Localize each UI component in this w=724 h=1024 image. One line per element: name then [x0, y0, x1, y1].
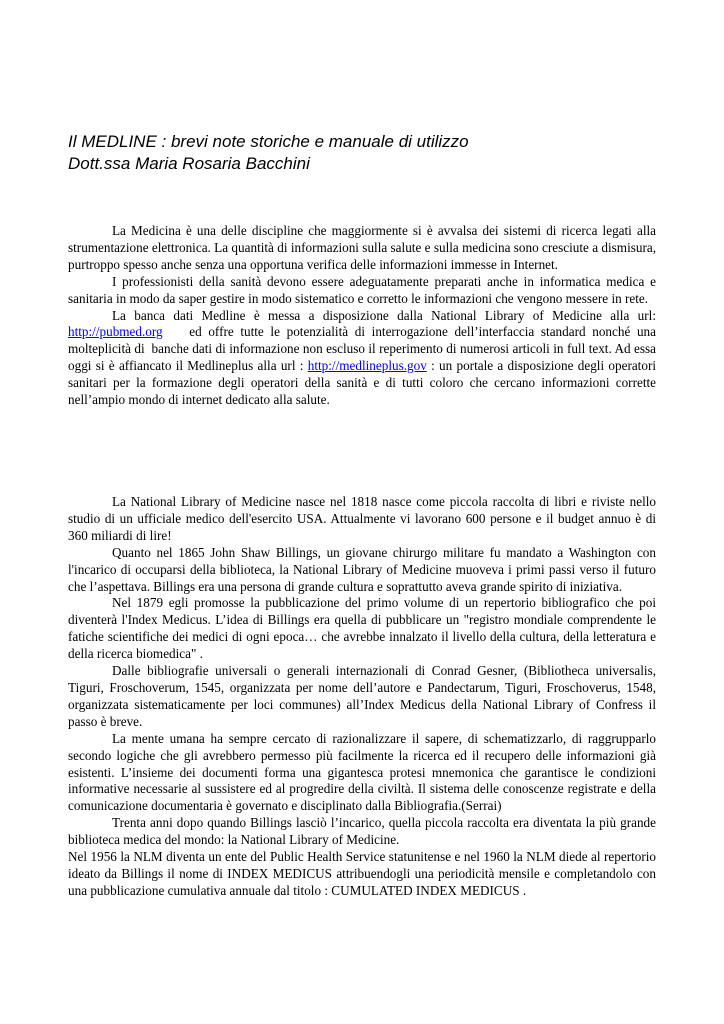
- paragraph: La mente umana ha sempre cercato di razionalizzare il sapere, di schematizzarlo, di raggrupparlo secondo logiche che gli avrebbero permesso più facilmente la ricerca ed il recupero delle informazioni già esistenti. L’insieme dei documenti forma una gigantesca protesi mnemonica che garantisce le condizioni informative necessarie al sussistere ed al progredire della civiltà. Il sistema delle conoscenze registrate e della comunicazione documentaria è governato e disciplinato dalla Bibliografia.(Serrai): [68, 730, 656, 814]
- author-line: Dott.ssa Maria Rosaria Bacchini: [68, 154, 310, 173]
- pubmed-link[interactable]: http://pubmed.org: [68, 324, 163, 340]
- paragraph: Nel 1956 la NLM diventa un ente del Public Health Service statunitense e nel 1960 la NLM diede al repertorio ideato da Billings il nome di INDEX MEDICUS attribuendogli una periodicità mensile e completandolo con una pubblicazione cumulativa annuale dal titolo : CUMULATED INDEX MEDICUS .: [68, 849, 656, 898]
- paragraph: I professionisti della sanità devono essere adeguatamente preparati anche in informatica medica e sanitaria in modo da saper gestire in modo sistematico e corretto le informazioni che vengono messere in rete.: [68, 273, 656, 306]
- title-line-1: Il MEDLINE : brevi note storiche e manuale di utilizzo: [68, 132, 469, 151]
- intro-section: [68, 223, 660, 409]
- paragraph-text: ed offre tutte le potenzialità di interrogazione dell’interfaccia standard nonché una molteplicità di banche dati di informazione non escluso il reperimento di numerosi articoli in full text. Ad essa oggi si è affiancato il Medlineplus alla url :: [68, 324, 660, 374]
- paragraph: Dalle bibliografie universali o generali internazionali di Conrad Gesner, (Bibliotheca universalis, Tiguri, Froschoverum, 1545, organizzata per nome dell’autore e Pandectarum, Tiguri, Froschoverus, 1548, organizzata sistematicamente per loci communes) all’Index Medicus della National Library of Confress il passo è breve.: [68, 663, 656, 729]
- history-section: [68, 494, 656, 900]
- medlineplus-link[interactable]: http://medlineplus.gov: [307, 358, 427, 374]
- paragraph: La National Library of Medicine nasce nel 1818 nasce come piccola raccolta di libri e riviste nello studio di un ufficiale medico dell'esercito USA. Attualmente vi lavorano 600 persone e il budget annuo è di 360 miliardi di lire!: [68, 494, 656, 543]
- document-title: [68, 131, 656, 175]
- paragraph-with-links: [68, 307, 660, 409]
- paragraph: Trenta anni dopo quando Billings lasciò l’incarico, quella piccola raccolta era diventata la più grande biblioteca medica del mondo: la National Library of Medicine.: [68, 815, 656, 848]
- paragraph: Quanto nel 1865 John Shaw Billings, un giovane chirurgo militare fu mandato a Washington con l'incarico di occuparsi della biblioteca, la National Library of Medicine muoveva i primi passi verso il futuro che l’aspettava. Billings era una persona di grande cultura e soprattutto aveva grande spirito di iniziativa.: [68, 544, 656, 594]
- paragraph-text: La banca dati Medline è messa a disposizione dalla National Library of Medicine alla url:: [112, 307, 656, 323]
- paragraph: La Medicina è una delle discipline che maggiormente si è avvalsa dei sistemi di ricerca legati alla strumentazione elettronica. La quantità di informazioni sulla salute e sulla medicina sono cresciute a dismisura, purtroppo spesso anche senza una opportuna verifica delle informazioni immesse in Internet.: [68, 223, 656, 272]
- paragraph: Nel 1879 egli promosse la pubblicazione del primo volume di un repertorio bibliografico che poi diventerà l'Index Medicus. L’idea di Billings era quella di pubblicare un "registro mondiale comprendente le fatiche scientifiche dei medici di ogni epoca… che avrebbe innalzato il livello della cultura, della letteratura e della ricerca biomedica" .: [68, 595, 656, 662]
- paragraph-text: : un portale a disposizione degli operatori sanitari per la formazione degli operatori della sanità e di tutti coloro che cercano informazioni corrette nell’ampio mondo di internet dedicato alla salute.: [68, 358, 656, 408]
